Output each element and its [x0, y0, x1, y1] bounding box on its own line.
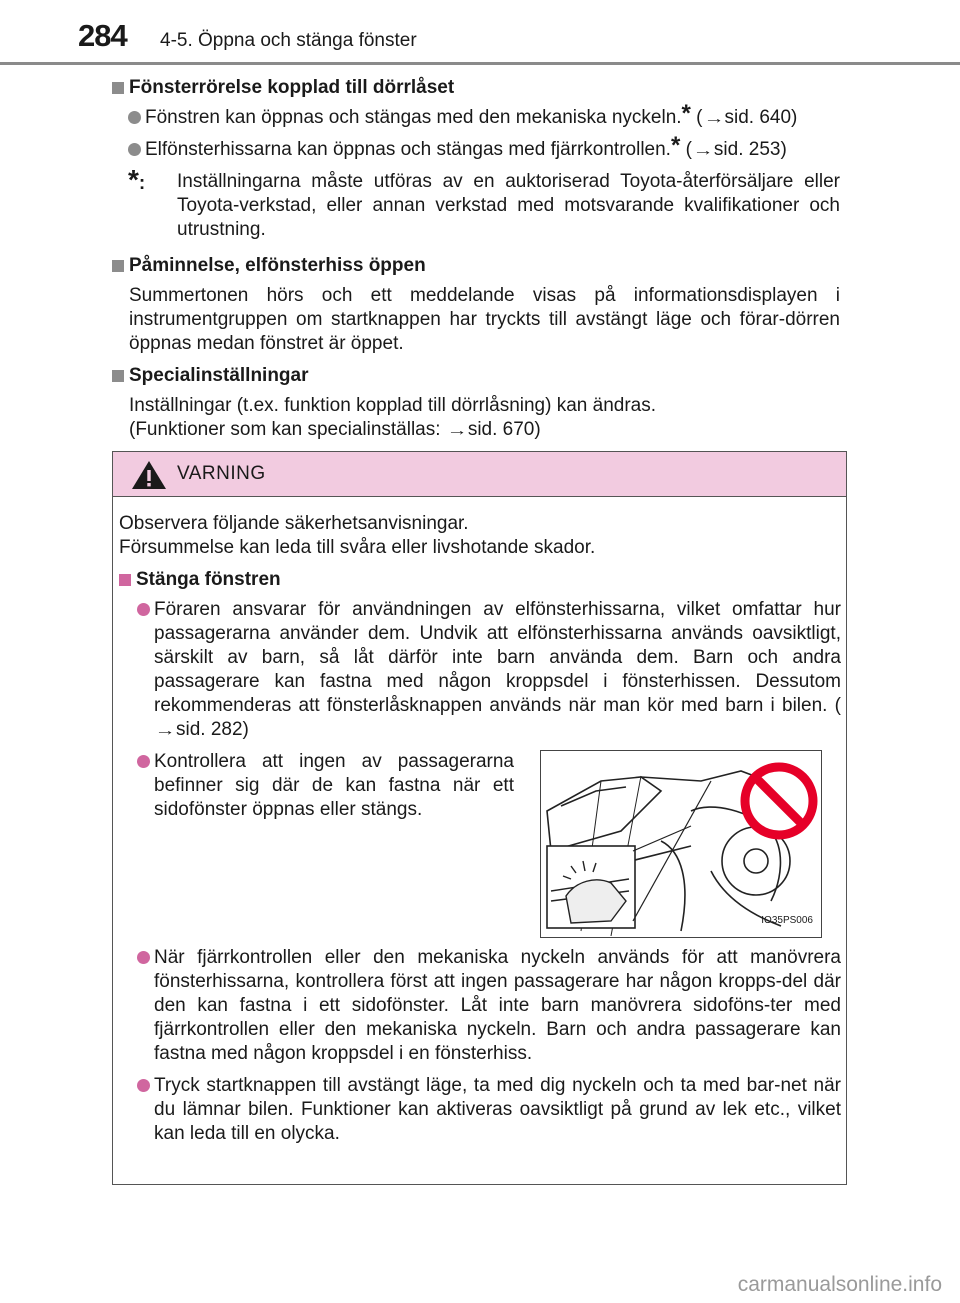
- bullet-mechanical-key: Fönstren kan öppnas och stängas med den mekaniska nyckeln.* (→sid. 640): [128, 106, 840, 130]
- warning-header: [113, 452, 846, 497]
- circle-bullet-icon: [128, 143, 141, 156]
- heading-door-lock: Fönsterrörelse kopplad till dörrlåset: [112, 76, 840, 100]
- square-bullet-icon: [112, 82, 124, 94]
- warning-intro: Observera följande säkerhetsanvisningar. Försummelse kan leda till svåra eller livshotande skador.: [119, 513, 596, 558]
- warning-body: [119, 512, 841, 1154]
- section-title: 4-5. Öppna och stänga fönster: [160, 30, 417, 51]
- page-header: [0, 0, 960, 64]
- warning-bullet-leaving: Tryck startknappen till avstängt läge, ta med dig nyckeln och ta med bar-net när du lämnar bilen. Funktioner kan aktiveras oavsiktligt på grund av lek etc., vilket kan leda till en olycka.: [137, 1074, 841, 1146]
- circle-bullet-icon: [137, 951, 150, 964]
- circle-bullet-icon: [137, 603, 150, 616]
- circle-bullet-icon: [137, 1079, 150, 1092]
- arrow-right-icon: →: [154, 722, 176, 738]
- square-bullet-icon: [112, 370, 124, 382]
- warning-box: [112, 451, 847, 1185]
- header-rule: [0, 62, 960, 65]
- reminder-text: Summertonen hörs och ett meddelande visas på informationsdisplayen i instrumentgruppen om startknappen har tryckts till avstängt läge och förar-dörren öppnas medan fönstret är öppet.: [129, 285, 840, 354]
- main-content: [112, 76, 840, 450]
- warning-bullet-driver: Föraren ansvarar för användningen av elfönsterhissarna, vilket omfattar hur passagerarna använder dem. Undvik att elfönsterhissarna används oavsiktligt, särskilt av barn, så låt därför inte barn använda dem. Barn och andra passagerare kan fastna med någon kroppsdel i fönsterhissen. Dessutom rekommenderas att fönsterlåsknappen används när man kör med barn i bilen. (→sid. 282): [137, 598, 841, 742]
- footnote-mark: *: [681, 100, 691, 127]
- footnote-mark: *: [670, 132, 681, 159]
- heading-close-windows: Stänga fönstren: [119, 568, 841, 592]
- illustration-window-hazard: [540, 750, 822, 938]
- heading-custom-settings: Specialinställningar: [112, 364, 840, 388]
- square-bullet-icon: [119, 574, 131, 586]
- footnote-mark: *:: [128, 164, 146, 195]
- footnote: *: Inställningarna måste utföras av en auktoriserad Toyota-återförsäljare eller Toyota-verkstad, eller annan verkstad med motsvarande kvalifikationer och utrustning.: [128, 164, 840, 240]
- arrow-right-icon: →: [446, 422, 468, 438]
- square-bullet-icon: [112, 260, 124, 272]
- arrow-right-icon: →: [703, 110, 724, 126]
- warning-side-row: [119, 750, 841, 938]
- page-reference: (→sid. 640): [696, 107, 798, 128]
- circle-bullet-icon: [128, 111, 141, 124]
- prohibition-icon: [745, 767, 813, 835]
- watermark: carmanualsonline.info: [737, 1273, 942, 1296]
- page-number: 284: [78, 18, 127, 53]
- warning-triangle-icon: [131, 460, 167, 490]
- illustration-label: IO35PS006: [761, 915, 813, 926]
- arrow-right-icon: →: [692, 142, 714, 158]
- heading-reminder: Påminnelse, elfönsterhiss öppen: [112, 254, 840, 278]
- warning-bullet-passengers: Kontrollera att ingen av passagerarna befinner sig där de kan fastna när ett sidofönster öppnas eller stängs.: [137, 750, 514, 930]
- circle-bullet-icon: [137, 755, 150, 768]
- custom-settings-text: Inställningar (t.ex. funktion kopplad till dörrlåsning) kan ändras. (Funktioner som kan specialinställas: →sid. 670): [129, 395, 657, 440]
- bullet-remote-control: Elfönsterhissarna kan öppnas och stängas med fjärrkontrollen.* (→sid. 253): [128, 138, 840, 162]
- warning-bullet-remote: När fjärrkontrollen eller den mekaniska nyckeln används för att manövrera fönsterhissarna, kontrollera först att ingen passagerare har någon kropps-del där den kan fastna i ett sidofönster. Låt inte barn manövrera sidoföns-ter med fjärrkontrollen eller den mekaniska nyckeln. Barn och andra passagerare kan fastna med någon kroppsdel i en fönsterhiss.: [137, 946, 841, 1066]
- warning-title: VARNING: [177, 463, 266, 484]
- page-reference: (→sid. 253): [685, 139, 787, 160]
